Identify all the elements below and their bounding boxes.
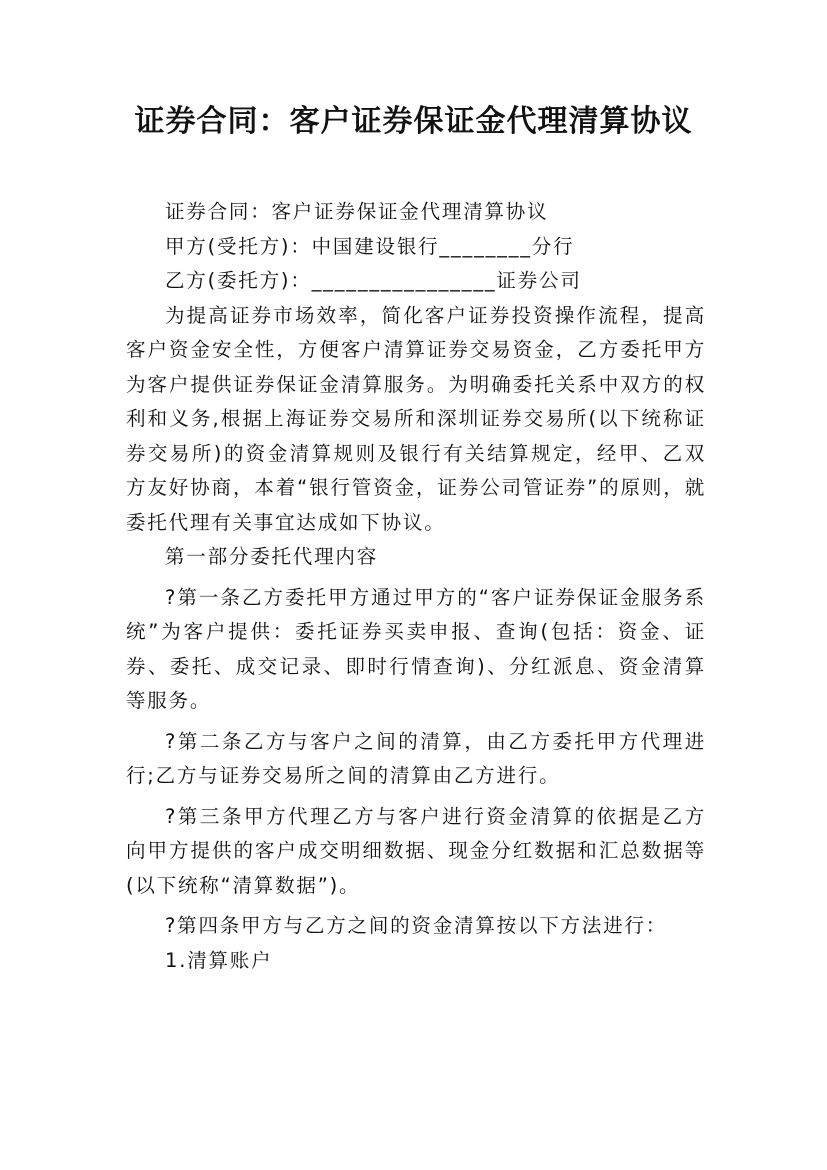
- paragraph-article-4: ?第四条甲方与乙方之间的资金清算按以下方法进行：: [165, 914, 668, 937]
- document-body: [126, 195, 706, 978]
- section-heading-part-one: 第一部分委托代理内容: [165, 545, 379, 568]
- paragraph-party-a: 甲方(受托方)：中国建设银行________分行: [165, 234, 575, 258]
- paragraph-article-2: ?第二条乙方与客户之间的清算，由乙方委托甲方代理进行;乙方与证券交易所之间的清算由乙方进行。: [126, 729, 706, 787]
- paragraph-article-1: ?第一条乙方委托甲方通过甲方的“客户证券保证金服务系统”为客户提供：委托证券买卖申报、查询(包括：资金、证券、委托、成交记录、即时行情查询)、分红派息、资金清算等服务。: [126, 585, 706, 712]
- paragraph-party-b: 乙方(委托方)：________________证券公司: [165, 269, 582, 292]
- paragraph-clearing-account: 1.清算账户: [165, 948, 273, 972]
- paragraph-contract-name: 证券合同：客户证券保证金代理清算协议: [165, 200, 549, 223]
- paragraph-article-3: ?第三条甲方代理乙方与客户进行资金清算的依据是乙方向甲方提供的客户成交明细数据、现金分红数据和汇总数据等(以下统称“清算数据”)。: [126, 804, 706, 897]
- document-title: 证券合同：客户证券保证金代理清算协议: [134, 104, 693, 139]
- paragraph-preamble: 为提高证券市场效率，简化客户证券投资操作流程，提高客户资金安全性，方便客户清算证券交易资金，乙方委托甲方为客户提供证券保证金清算服务。为明确委托关系中双方的权利和义务,根据上海证券交易所和深圳证券交易所(以下统称证券交易所)的资金清算规则及银行有关结算规定，经甲、乙双方友好协商，本着“银行管资金，证券公司管证券”的原则，就委托代理有关事宜达成如下协议。: [126, 303, 706, 534]
